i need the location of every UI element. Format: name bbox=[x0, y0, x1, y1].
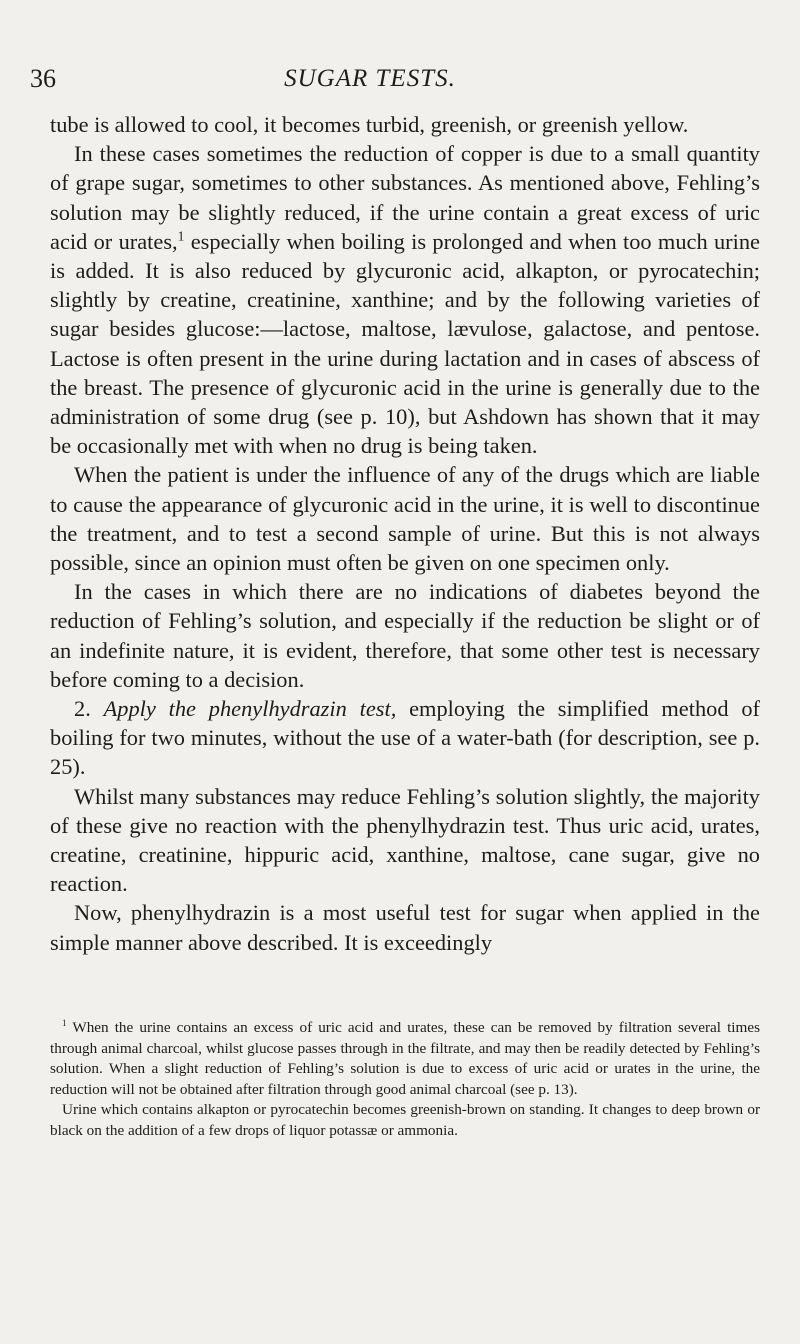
paragraph-text: employing the simplified method of boiling for two minutes, without the use of a water-bath (for description, see p. 25). bbox=[50, 696, 760, 780]
footnote-1 bbox=[50, 1018, 760, 1100]
footnote-marker: 1 bbox=[62, 1017, 67, 1028]
paragraph-indications: In the cases in which there are no indications of diabetes beyond the reduction of Fehling’s solution, and especially if the reduction be slight or of an indefinite nature, it is evident, therefore, that some other test is necessary before coming to a decision. bbox=[50, 579, 760, 692]
page-number: 36 bbox=[30, 64, 56, 93]
footnote-reference: 1 bbox=[177, 228, 185, 244]
footnotes bbox=[50, 1018, 760, 1141]
paragraph-no-reaction: Whilst many substances may reduce Fehling’s solution slightly, the majority of these give no reaction with the phenylhydrazin test. Thus uric acid, urates, creatine, creatinine, hippuric acid, xanthine, maltose, cane sugar, give no reaction. bbox=[50, 783, 760, 897]
paragraph-phenylhydrazin-test bbox=[50, 694, 760, 782]
page-header bbox=[30, 62, 710, 102]
paragraph-text: In these cases sometimes the reduction of copper is due to a small quantity of grape sugar, sometimes to other substances. As mentioned above, Fehling’s solution may be slightly reduced, if the urine contain a great excess of uric acid or urates, bbox=[50, 141, 760, 254]
footnote-text: When the urine contains an excess of uric acid and urates, these can be removed by filtration several times through animal charcoal, whilst glucose passes through in the filtrate, and may then be readily detected by Fehling’s solution. When a slight reduction of Fehling’s solution is due to excess of uric acid or urates in the urine, the reduction will not be obtained after filtration through good animal charcoal (see p. 13). bbox=[50, 1019, 760, 1098]
running-head: SUGAR TESTS. bbox=[284, 65, 456, 92]
paragraph-useful-test: Now, phenylhydrazin is a most useful test for sugar when applied in the simple manner above described. It is exceedingly bbox=[50, 900, 760, 955]
body-text bbox=[50, 110, 760, 957]
paragraph-continued: tube is allowed to cool, it becomes turbid, greenish, or greenish yellow. bbox=[50, 112, 689, 137]
paragraph-reduction-causes bbox=[50, 139, 760, 460]
paragraph-drugs: When the patient is under the influence of any of the drugs which are liable to cause the appearance of glycuronic acid in the urine, it is well to discontinue the treatment, and to test a second sample of urine. But this is not always possible, since an opinion must often be given on one specimen only. bbox=[50, 462, 760, 576]
test-name-italic: Apply the phenylhydrazin test, bbox=[103, 696, 397, 722]
paragraph-text: especially when boiling is prolonged and when too much urine is added. It is also reduced by glycuronic acid, alkapton, or pyrocatechin; slightly by creatine, creatinine, xanthine; and by the following varieties of sugar besides glucose:—lactose, maltose, lævulose, galactose, and pentose. Lactose is often present in the urine during lactation and in cases of abscess of the breast. The presence of glycuronic acid in the urine is generally due to the administration of some drug (see p. 10), but Ashdown has shown that it may be occasionally met with when no drug is being taken. bbox=[50, 228, 760, 459]
footnote-continuation: Urine which contains alkapton or pyrocatechin becomes greenish-brown on standing. It changes to deep brown or black on the addition of a few drops of liquor potassæ or ammonia. bbox=[50, 1101, 760, 1139]
list-number: 2. bbox=[74, 696, 104, 722]
